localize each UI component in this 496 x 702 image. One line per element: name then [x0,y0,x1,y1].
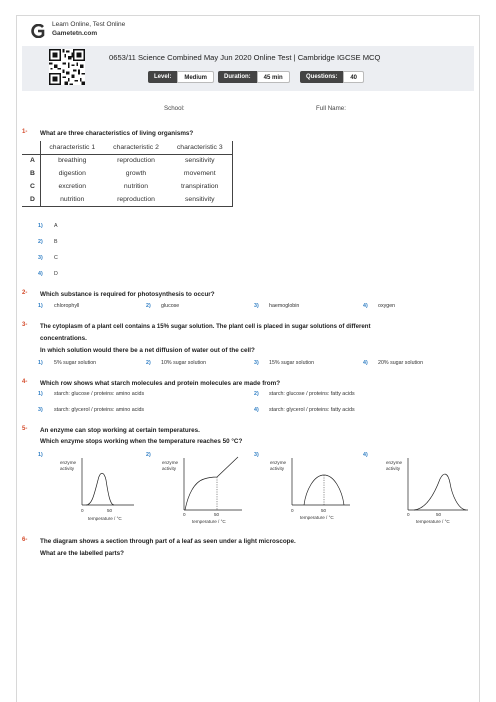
level-badge [148,71,214,83]
option-text[interactable]: starch: glycerol / proteins: fatty acids [269,407,355,413]
option-number[interactable]: 1) [38,303,43,309]
question-text: Which substance is required for photosynthesis to occur? [40,291,215,298]
option-text[interactable]: 10% sugar solution [161,360,207,366]
option-number[interactable]: 2) [254,391,259,397]
table-cell: nutrition [123,183,149,190]
enzyme-graph-2[interactable] [158,455,248,527]
option-text[interactable]: starch: glycerol / proteins: amino acids [54,407,145,413]
graph-ylabel: activity [60,466,75,471]
questions-value: 40 [343,71,364,83]
graph-xlabel: temperature / °C [88,516,122,521]
enzyme-graph-3[interactable] [266,455,356,525]
table-cell: reproduction [117,157,155,165]
question-text: The diagram shows a section through part of a leaf as seen under a light microscope. [40,538,296,545]
option-number[interactable]: 3) [254,360,259,366]
table-cell: digestion [58,170,86,177]
table-cell: excretion [58,183,87,190]
option-text[interactable]: C [54,255,58,261]
characteristics-table [22,141,233,207]
question-number: 2- [22,290,28,296]
option-number[interactable]: 1) [38,452,43,458]
level-value: Medium [177,71,214,83]
graph-ylabel: activity [162,466,177,471]
table-cell: breathing [58,157,87,165]
option-number[interactable]: 4) [363,303,368,309]
question-text: Which row shows what starch molecules and protein molecules are made from? [40,380,281,387]
option-text[interactable]: haemoglobin [269,303,300,309]
page-frame [16,15,480,702]
question-number: 1- [22,129,28,135]
graph-ylabel: activity [386,466,401,471]
question-text: Which enzyme stops working when the temperature reaches 50 °C? [40,438,243,445]
question-text: concentrations. [40,335,87,342]
tick-label: 0 [81,508,84,513]
activity-curve [86,473,114,505]
option-number[interactable]: 4) [363,360,368,366]
question-number: 3- [22,322,28,328]
brand [52,21,125,38]
duration-label: Duration: [218,71,257,83]
option-text[interactable]: 20% sugar solution [378,360,424,366]
option-text[interactable]: D [54,271,58,277]
test-banner [22,46,474,91]
tick-label: 50 [107,508,113,513]
tick-label: 50 [321,508,327,513]
graph-ylabel: enzyme [60,460,77,465]
table-row [22,154,232,167]
tick-label: 0 [183,512,186,517]
option-number[interactable]: 4) [38,271,43,277]
enzyme-graph-1[interactable] [54,455,140,525]
table-cell: sensitivity [168,154,232,167]
question-number: 5- [22,426,28,432]
option-text[interactable]: starch: glucose / proteins: fatty acids [269,391,355,397]
option-number[interactable]: 3) [38,407,43,413]
option-number[interactable]: 2) [146,303,151,309]
option-text[interactable]: starch: glucose / proteins: amino acids [54,391,145,397]
option-number[interactable]: 1) [38,360,43,366]
option-number[interactable]: 2) [146,452,151,458]
question-number: 6- [22,537,28,543]
table-cell: movement [168,167,232,180]
option-number[interactable]: 4) [363,452,368,458]
brand-tagline: Learn Online, Test Online [52,21,126,28]
question-text: What are the labelled parts? [40,550,124,557]
question-text: In which solution would there be a net diffusion of water out of the cell? [40,347,255,354]
table-cell: sensitivity [168,193,232,206]
activity-curve [185,457,238,510]
table-row [22,193,232,206]
option-text[interactable]: A [54,223,58,229]
option-number[interactable]: 2) [38,239,43,245]
test-title: 0653/11 Science Combined May Jun 2020 Online Test | Cambridge IGCSE MCQ [109,53,381,62]
question-number: 4- [22,379,28,385]
tick-label: 50 [436,512,442,517]
table-header: characteristic 1 [49,143,96,151]
graph-xlabel: temperature / °C [300,515,334,520]
option-text[interactable]: glucose [161,303,180,309]
question-text: An enzyme can stop working at certain temperatures. [40,427,200,434]
graph-ylabel: enzyme [162,460,179,465]
table-header: characteristic 2 [113,143,159,151]
table-row [22,180,232,193]
activity-curve [414,474,466,510]
questions-label: Questions: [300,71,343,83]
option-text[interactable]: 5% sugar solution [54,360,97,366]
graph-xlabel: temperature / °C [192,519,226,524]
school-label: School: [164,105,185,112]
option-number[interactable]: 1) [38,391,43,397]
full-name-label: Full Name: [316,105,346,112]
duration-value: 45 min [257,71,290,83]
graph-ylabel: enzyme [386,460,403,465]
enzyme-graph-4[interactable] [382,455,474,527]
row-letter: B [22,167,40,180]
duration-badge [218,71,290,83]
table-cell: nutrition [60,195,85,203]
graph-ylabel: enzyme [270,460,287,465]
level-label: Level: [148,71,177,83]
option-number[interactable]: 1) [38,223,43,229]
logo-icon [31,24,45,38]
row-letter: C [22,180,40,193]
graph-ylabel: activity [270,466,285,471]
tick-label: 0 [291,508,294,513]
question-text: The cytoplasm of a plant cell contains a 15% sugar solution. The plant cell is placed in sugar solutions of different [40,323,371,330]
option-number[interactable]: 3) [38,255,43,261]
option-text[interactable]: B [54,239,58,245]
option-number[interactable]: 3) [254,452,259,458]
brand-site[interactable]: Gametetn.com [52,29,98,37]
option-text[interactable]: 15% sugar solution [269,360,315,366]
table-header: characteristic 3 [168,141,232,154]
table-cell: growth [125,170,147,177]
questions-badge [300,71,364,83]
row-letter: A [22,154,40,167]
tick-label: 0 [407,512,410,517]
option-text[interactable]: oxygen [378,303,396,309]
qr-code-icon [49,49,85,85]
row-letter: D [22,193,40,206]
option-number[interactable]: 4) [254,407,259,413]
option-number[interactable]: 3) [254,303,259,309]
table-cell: transpiration [168,180,232,193]
option-text[interactable]: chlorophyll [54,303,80,309]
table-row [22,167,232,180]
table-cell: reproduction [117,195,155,203]
graph-xlabel: temperature / °C [416,519,450,524]
tick-label: 50 [214,512,220,517]
option-number[interactable]: 2) [146,360,151,366]
question-text: What are three characteristics of living organisms? [40,130,194,137]
